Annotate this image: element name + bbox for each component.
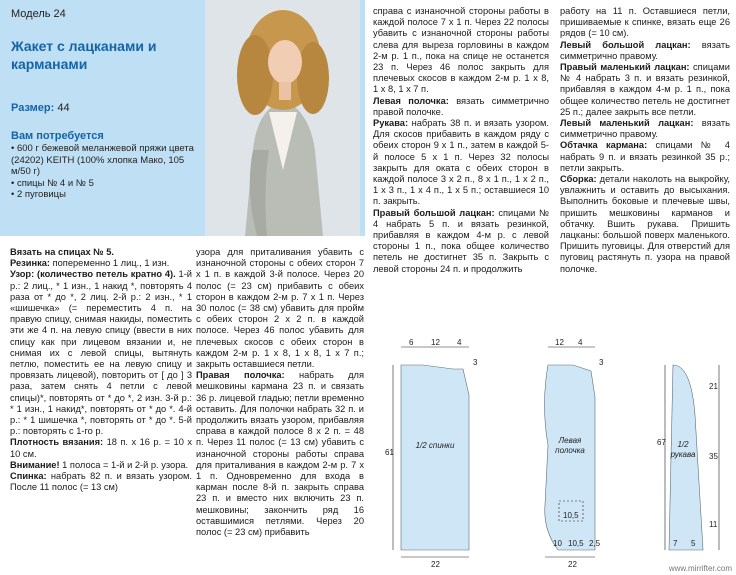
instruction-paragraph <box>196 247 364 370</box>
front-dim-4: 2,5 <box>589 539 601 548</box>
instruction-text: 1-й р.: 2 лиц., * 1 изн., 1 накид *, повторять 4 раза от * до *, 2 лиц. 2-й р.: 2 изн., * 1 «шишечка» (= переместить 4 п. на правую спицу, снимая накиды, поместить эти же 4 п. на левую спицу (ввести в них спицу как при лицевом вязании и, не снимая их с левой спицы, вытянуть петлю, поместить ее на левую спицу и провязать лицевой), повторить от [ до ] 3 раза, затем снять 4 петли с левой спицы)*, повторять от * до *, 2 изн. 3-й р.: * 1 изн., 1 накид*, повторять от * до *. 4-й р.: * 1 шишечка *, повторять от * до *. 5-й р.: повторять с 1-го р. <box>10 269 192 437</box>
instruction-heading: Резинка: <box>10 258 51 269</box>
instruction-text: 18 п. х 16 р. = 10 х 10 см. <box>10 437 192 459</box>
instruction-text: вязать симметрично правому. <box>560 118 730 140</box>
instruction-paragraph <box>196 370 364 538</box>
instruction-text: вязать симметрично правой полочке. <box>373 95 549 117</box>
schema-svg <box>373 335 733 575</box>
back-dim-1: 12 <box>431 338 440 347</box>
instruction-paragraph <box>10 269 192 437</box>
watermark: www.mirrifter.com <box>668 564 732 573</box>
front-dim-6: 10,5 <box>568 539 584 548</box>
pattern-title: Жакет с лацканами и карманами <box>11 38 157 72</box>
instruction-text: справа с изнаночной стороны работы в каждой полосе 7 х 1 п. Через 22 полосы убавить с изнаночной стороны работы слева для выреза горловины в каждом 2-м р. 1 п., пока на спице не останется 23 п. Через 46 полос закрыть для плечевых скосов в каждом 2-м р. 1 х 8, 1 х 8, 1 х 7 п. <box>373 6 549 95</box>
front-dim-3: 10,5 <box>563 511 579 520</box>
sleeve-dim-5: 5 <box>691 539 696 548</box>
text-column-4 <box>560 6 730 275</box>
sleeve-dim-3: 67 <box>657 438 666 447</box>
front-schema-shape <box>545 365 596 550</box>
instruction-paragraph <box>10 258 192 269</box>
pattern-schemas <box>373 335 733 575</box>
instruction-heading: Левая полочка: <box>373 95 449 106</box>
instruction-paragraph <box>560 40 730 62</box>
instruction-text: вязать симметрично правому. <box>560 39 730 61</box>
front-dim-1: 4 <box>578 338 583 347</box>
instruction-paragraph <box>10 460 192 471</box>
material-item: • 600 г бежевой меланжевой пряжи цвета (24202) KEITH (100% хлопка Мако, 105 м/50 г) <box>11 143 203 178</box>
back-dim-5: 22 <box>431 560 440 569</box>
front-dim-0: 12 <box>555 338 564 347</box>
size-label: Размер: <box>11 102 55 114</box>
instruction-heading: Левый большой лацкан: <box>560 39 691 50</box>
instruction-text: набрать 82 п. и вязать узором. После 11 полос (= 13 см) <box>10 471 192 493</box>
instruction-heading: Обтачка кармана: <box>560 140 648 151</box>
sleeve-schema-label-1: 1/2 <box>677 440 689 449</box>
instruction-paragraph <box>373 208 549 275</box>
front-schema-label-1: Левая <box>558 436 582 445</box>
instruction-text: узора для приталивания убавить с изнаночной стороны с обеих сторон 7 х 1 п. в каждой 3-й полосе. Через 20 полос (= 23 см) прибавить с обеих сторон в каждом 2-м р. 7 х 1 п. Через 30 полос (= 38 см) убавить для пройм с обеих сторон 2 х 2 п. в каждой полосе. Через 46 полос убавить для плечевых скосов с обеих сторон в каждом 2-м р. 1 х 8, 1 х 8, 1 х 7 п.; закрыть оставшиеся петли. <box>196 247 364 370</box>
instruction-text: работу на 11 п. Оставшиеся петли, пришиваемые к спинке, вязать еще 26 рядов (= 10 см). <box>560 6 730 39</box>
instruction-paragraph <box>10 471 192 493</box>
instruction-paragraph <box>560 62 730 118</box>
instruction-heading: Плотность вязания: <box>10 437 104 448</box>
instruction-paragraph <box>560 174 730 275</box>
back-dim-3: 3 <box>473 358 478 367</box>
instruction-heading: Левый маленький лацкан: <box>560 118 694 129</box>
instruction-paragraph <box>373 6 549 96</box>
front-dim-2: 3 <box>599 358 604 367</box>
instruction-text: 1 полоса = 1-й и 2-й р. узора. <box>59 459 189 470</box>
instruction-heading: Сборка: <box>560 174 597 185</box>
instruction-heading: Правый большой лацкан: <box>373 207 495 218</box>
back-dim-2: 4 <box>457 338 462 347</box>
front-dim-7: 22 <box>568 560 577 569</box>
sleeve-schema-label-2: рукава <box>670 450 696 459</box>
instruction-text: спицами № 4 набрать 5 п. и вязать резинкой, прибавляя в каждом 4-м р. с левой стороны 1 п., пока общее количество петель не достигнет 35 п. Закрыть с левой стороны 24 п. и продолжить <box>373 207 549 274</box>
back-dim-0: 6 <box>409 338 414 347</box>
back-dim-4: 61 <box>385 448 394 457</box>
size-value: 44 <box>57 102 70 114</box>
instruction-paragraph <box>560 6 730 40</box>
model-photo <box>205 0 360 236</box>
instruction-text: детали наколоть на выкройку, увлажнить и оставить до высыхания. Выполнить боковые и плечевые швы, пришить мешковины карманов и обтачку. Вшить рукава. Пришить лацканы: большой поверх маленького. Пришить пуговицы. Для отверстий для пуговиц растянуть п. узора на правой полочке. <box>560 174 730 274</box>
size-line <box>11 102 70 114</box>
instruction-text: спицами № 4 набрать 3 п. и вязать резинкой, прибавляя в каждом 4-м р. 1 п., пока общее количество петель не достигнет 25 п.; далее закрыть все петли. <box>560 62 730 117</box>
sleeve-dim-0: 21 <box>709 382 718 391</box>
instruction-paragraph <box>560 118 730 140</box>
instruction-paragraph <box>373 96 549 118</box>
instruction-heading: Узор: (количество петель кратно 4). <box>10 269 176 280</box>
instruction-text: спицами № 4 набрать 9 п. и вязать резинкой 35 р.; петли закрыть. <box>560 140 730 173</box>
materials-title: Вам потребуется <box>11 130 104 142</box>
instruction-heading: Спинка: <box>10 471 47 482</box>
instruction-paragraph <box>10 247 192 258</box>
model-number: Модель 24 <box>11 8 66 20</box>
back-schema-label: 1/2 спинки <box>415 441 455 450</box>
back-schema-shape <box>401 365 469 550</box>
material-item: • 2 пуговицы <box>11 189 203 201</box>
materials-list <box>11 143 203 201</box>
sleeve-dim-4: 7 <box>673 539 678 548</box>
sleeve-dim-1: 35 <box>709 452 718 461</box>
instruction-text: набрать для мешковины кармана 23 п. и связать 36 р. лицевой гладью; петли временно оставить. Для полочки набрать 32 п. и продолжить вязать узором, прибавляя справа в каждой полосе 8 х 2 п. = 48 п. Через 11 полос (= 13 см) убавить с изнаночной стороны работы справа для приталивания в каждом 2-м р. 7 х 1 п. Одновременно для входа в карман после 8-й п. закрыть справа 23 п. и вместо них включить 23 п. мешковины; закончить ряд 16 оставшимися петлями. Через 20 полос (= 23 см) прибавить <box>196 370 364 538</box>
text-column-1 <box>10 247 192 493</box>
text-column-3 <box>373 6 549 275</box>
front-dim-5: 10 <box>553 539 562 548</box>
instruction-heading: Внимание! <box>10 459 60 470</box>
instruction-heading: Правая полочка: <box>196 370 285 381</box>
front-schema-label-2: полочка <box>555 446 585 455</box>
instruction-text: попеременно 1 лиц., 1 изн. <box>50 258 170 269</box>
instruction-paragraph <box>560 140 730 174</box>
instruction-heading: Правый маленький лацкан: <box>560 62 690 73</box>
instruction-text: набрать 38 п. и вязать узором. Для скосов прибавить в каждом ряду с обеих сторон 9 х 1 п., затем в каждой 5-й полосе 5 х 1 п. Через 32 полосы закрыть для оката с обеих сторон в каждой полосе 3 х 2 п., 8 х 1 п., 1 х 2 п., 1 х 3 п., 1 х 4 п., 1 х 5 п.; оставшиеся 10 п. закрыть. <box>373 118 549 207</box>
instruction-heading: Рукава: <box>373 118 409 129</box>
instruction-heading: Вязать на спицах № 5. <box>10 247 114 257</box>
text-column-2 <box>196 247 364 538</box>
instruction-paragraph <box>10 437 192 459</box>
instruction-paragraph <box>373 118 549 208</box>
material-item: • спицы № 4 и № 5 <box>11 178 203 190</box>
sleeve-dim-2: 11 <box>709 520 718 529</box>
